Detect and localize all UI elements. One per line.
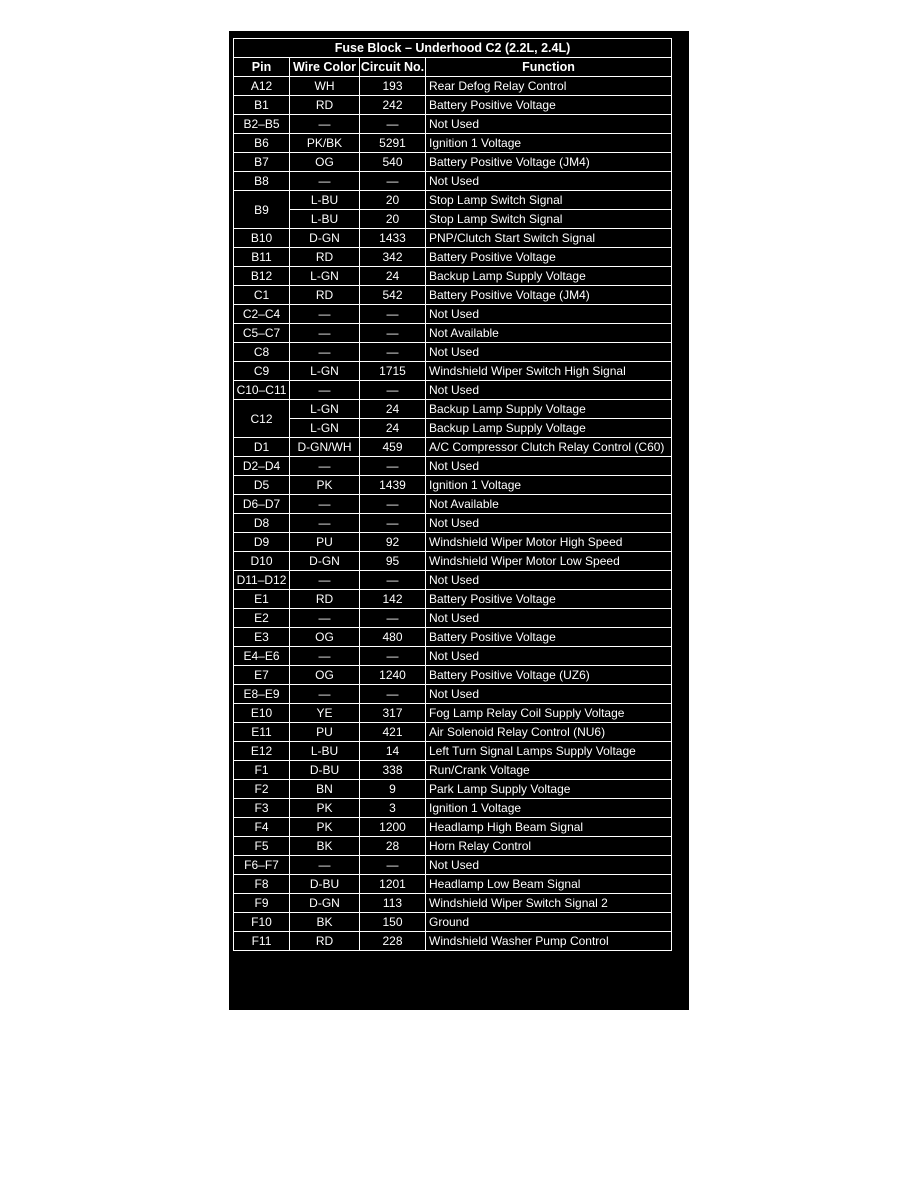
wire-color-cell: L-GN <box>290 400 360 419</box>
pin-cell: F2 <box>234 780 290 799</box>
wire-color-cell: L-BU <box>290 210 360 229</box>
table-row <box>234 153 672 172</box>
pin-cell: C10–C11 <box>234 381 290 400</box>
wire-color-cell: RD <box>290 590 360 609</box>
circuit-number-cell: 113 <box>360 894 426 913</box>
pin-cell: F10 <box>234 913 290 932</box>
pin-cell: F5 <box>234 837 290 856</box>
circuit-number-cell: — <box>360 685 426 704</box>
circuit-number-cell: 242 <box>360 96 426 115</box>
circuit-number-cell: 14 <box>360 742 426 761</box>
pin-cell: C5–C7 <box>234 324 290 343</box>
wire-color-cell: — <box>290 305 360 324</box>
table-row <box>234 932 672 951</box>
table-row <box>234 191 672 210</box>
circuit-number-cell: 338 <box>360 761 426 780</box>
table-row <box>234 457 672 476</box>
table-row <box>234 685 672 704</box>
table-row <box>234 96 672 115</box>
pin-cell: B7 <box>234 153 290 172</box>
circuit-number-cell: 142 <box>360 590 426 609</box>
pin-cell: E7 <box>234 666 290 685</box>
wire-color-cell: — <box>290 514 360 533</box>
wire-color-cell: OG <box>290 666 360 685</box>
function-cell: Headlamp Low Beam Signal <box>426 875 672 894</box>
circuit-number-cell: — <box>360 514 426 533</box>
wire-color-cell: — <box>290 685 360 704</box>
pin-cell: E12 <box>234 742 290 761</box>
wire-color-cell: OG <box>290 628 360 647</box>
wire-color-cell: PK/BK <box>290 134 360 153</box>
function-cell: Windshield Washer Pump Control <box>426 932 672 951</box>
table-row <box>234 799 672 818</box>
pin-cell: D5 <box>234 476 290 495</box>
pin-cell: F3 <box>234 799 290 818</box>
pin-cell: D10 <box>234 552 290 571</box>
table-row <box>234 609 672 628</box>
circuit-number-cell: 20 <box>360 210 426 229</box>
circuit-number-cell: — <box>360 647 426 666</box>
table-body <box>234 77 672 951</box>
function-cell: Ignition 1 Voltage <box>426 134 672 153</box>
function-cell: Fog Lamp Relay Coil Supply Voltage <box>426 704 672 723</box>
wire-color-cell: L-GN <box>290 419 360 438</box>
wire-color-cell: PK <box>290 799 360 818</box>
pin-cell: F8 <box>234 875 290 894</box>
header-row <box>234 58 672 77</box>
pin-cell: E1 <box>234 590 290 609</box>
pin-cell: F4 <box>234 818 290 837</box>
pin-cell: B10 <box>234 229 290 248</box>
circuit-number-cell: — <box>360 571 426 590</box>
pin-cell: F9 <box>234 894 290 913</box>
wire-color-cell: PU <box>290 533 360 552</box>
pin-cell: B8 <box>234 172 290 191</box>
function-cell: Battery Positive Voltage <box>426 248 672 267</box>
pin-cell: D1 <box>234 438 290 457</box>
table-row <box>234 248 672 267</box>
pin-cell: E4–E6 <box>234 647 290 666</box>
pin-cell: D9 <box>234 533 290 552</box>
circuit-number-cell: 5291 <box>360 134 426 153</box>
function-cell: PNP/Clutch Start Switch Signal <box>426 229 672 248</box>
table-row <box>234 229 672 248</box>
pin-cell: D11–D12 <box>234 571 290 590</box>
table-row <box>234 628 672 647</box>
pin-cell: C1 <box>234 286 290 305</box>
wire-color-cell: PK <box>290 818 360 837</box>
pin-cell: B9 <box>234 191 290 229</box>
pin-cell: A12 <box>234 77 290 96</box>
wire-color-cell: D-GN <box>290 552 360 571</box>
wire-color-cell: BK <box>290 837 360 856</box>
function-cell: Windshield Wiper Switch High Signal <box>426 362 672 381</box>
pin-cell: B12 <box>234 267 290 286</box>
function-cell: Not Used <box>426 172 672 191</box>
function-cell: Not Used <box>426 609 672 628</box>
table-row <box>234 286 672 305</box>
table-row <box>234 875 672 894</box>
table-row <box>234 647 672 666</box>
wire-color-cell: — <box>290 115 360 134</box>
circuit-number-cell: — <box>360 115 426 134</box>
table-row <box>234 438 672 457</box>
circuit-number-cell: 95 <box>360 552 426 571</box>
function-cell: Backup Lamp Supply Voltage <box>426 400 672 419</box>
function-cell: Battery Positive Voltage (UZ6) <box>426 666 672 685</box>
circuit-number-cell: — <box>360 343 426 362</box>
table-row <box>234 913 672 932</box>
function-cell: Windshield Wiper Motor Low Speed <box>426 552 672 571</box>
wire-color-cell: — <box>290 457 360 476</box>
circuit-number-cell: 1240 <box>360 666 426 685</box>
pin-cell: F11 <box>234 932 290 951</box>
table-row <box>234 134 672 153</box>
wire-color-cell: RD <box>290 286 360 305</box>
wire-color-cell: L-BU <box>290 742 360 761</box>
circuit-number-cell: — <box>360 495 426 514</box>
table-row <box>234 305 672 324</box>
table-row <box>234 780 672 799</box>
circuit-number-cell: 480 <box>360 628 426 647</box>
table-row <box>234 343 672 362</box>
wire-color-cell: — <box>290 172 360 191</box>
circuit-number-cell: 1200 <box>360 818 426 837</box>
wire-color-cell: — <box>290 343 360 362</box>
function-cell: Rear Defog Relay Control <box>426 77 672 96</box>
circuit-number-cell: 3 <box>360 799 426 818</box>
wire-color-cell: RD <box>290 96 360 115</box>
pin-cell: B1 <box>234 96 290 115</box>
function-cell: Battery Positive Voltage <box>426 96 672 115</box>
circuit-number-cell: 24 <box>360 267 426 286</box>
wire-color-cell: D-GN/WH <box>290 438 360 457</box>
circuit-number-cell: — <box>360 609 426 628</box>
table-row <box>234 400 672 419</box>
table-row <box>234 77 672 96</box>
wire-color-cell: — <box>290 495 360 514</box>
function-cell: Stop Lamp Switch Signal <box>426 210 672 229</box>
wire-color-cell: WH <box>290 77 360 96</box>
function-cell: Not Available <box>426 495 672 514</box>
fuse-block-table <box>233 38 672 951</box>
pin-cell: D8 <box>234 514 290 533</box>
pin-cell: B2–B5 <box>234 115 290 134</box>
wire-color-cell: OG <box>290 153 360 172</box>
function-cell: Not Available <box>426 324 672 343</box>
circuit-number-cell: — <box>360 856 426 875</box>
table-row <box>234 742 672 761</box>
table-row <box>234 476 672 495</box>
wire-color-cell: YE <box>290 704 360 723</box>
table-row <box>234 172 672 191</box>
table-row <box>234 514 672 533</box>
function-cell: Battery Positive Voltage (JM4) <box>426 153 672 172</box>
circuit-number-cell: 317 <box>360 704 426 723</box>
pin-cell: B11 <box>234 248 290 267</box>
circuit-number-cell: 92 <box>360 533 426 552</box>
function-cell: Headlamp High Beam Signal <box>426 818 672 837</box>
table-row <box>234 590 672 609</box>
table-row <box>234 115 672 134</box>
pin-cell: C9 <box>234 362 290 381</box>
function-cell: Run/Crank Voltage <box>426 761 672 780</box>
table-row <box>234 666 672 685</box>
wire-color-cell: L-GN <box>290 267 360 286</box>
circuit-number-cell: — <box>360 324 426 343</box>
wire-color-cell: BN <box>290 780 360 799</box>
circuit-number-cell: 28 <box>360 837 426 856</box>
function-cell: Battery Positive Voltage (JM4) <box>426 286 672 305</box>
function-cell: Park Lamp Supply Voltage <box>426 780 672 799</box>
function-cell: Ground <box>426 913 672 932</box>
wire-color-cell: PK <box>290 476 360 495</box>
table-row <box>234 704 672 723</box>
function-cell: Ignition 1 Voltage <box>426 476 672 495</box>
function-cell: Not Used <box>426 115 672 134</box>
pin-cell: C12 <box>234 400 290 438</box>
circuit-number-cell: — <box>360 457 426 476</box>
table-row <box>234 533 672 552</box>
wire-color-cell: — <box>290 609 360 628</box>
pin-cell: C2–C4 <box>234 305 290 324</box>
wire-color-cell: — <box>290 571 360 590</box>
function-cell: Air Solenoid Relay Control (NU6) <box>426 723 672 742</box>
circuit-number-cell: 459 <box>360 438 426 457</box>
circuit-number-cell: 1433 <box>360 229 426 248</box>
circuit-number-cell: 9 <box>360 780 426 799</box>
wire-color-cell: D-GN <box>290 894 360 913</box>
pin-cell: E11 <box>234 723 290 742</box>
table-row <box>234 552 672 571</box>
wire-color-cell: — <box>290 324 360 343</box>
function-cell: Windshield Wiper Switch Signal 2 <box>426 894 672 913</box>
pin-cell: D6–D7 <box>234 495 290 514</box>
circuit-number-cell: 24 <box>360 400 426 419</box>
function-cell: Backup Lamp Supply Voltage <box>426 267 672 286</box>
function-cell: Ignition 1 Voltage <box>426 799 672 818</box>
function-cell: Windshield Wiper Motor High Speed <box>426 533 672 552</box>
table-row <box>234 419 672 438</box>
table-row <box>234 894 672 913</box>
table-row <box>234 324 672 343</box>
column-header-function: Function <box>426 58 672 77</box>
pin-cell: B6 <box>234 134 290 153</box>
table-row <box>234 267 672 286</box>
wire-color-cell: L-GN <box>290 362 360 381</box>
function-cell: Not Used <box>426 381 672 400</box>
function-cell: Battery Positive Voltage <box>426 628 672 647</box>
wire-color-cell: D-GN <box>290 229 360 248</box>
function-cell: Not Used <box>426 343 672 362</box>
table-title: Fuse Block – Underhood C2 (2.2L, 2.4L) <box>234 39 672 58</box>
function-cell: Horn Relay Control <box>426 837 672 856</box>
function-cell: Battery Positive Voltage <box>426 590 672 609</box>
circuit-number-cell: 193 <box>360 77 426 96</box>
pin-cell: C8 <box>234 343 290 362</box>
pin-cell: E8–E9 <box>234 685 290 704</box>
wire-color-cell: D-BU <box>290 875 360 894</box>
circuit-number-cell: 228 <box>360 932 426 951</box>
table-row <box>234 856 672 875</box>
column-header-pin: Pin <box>234 58 290 77</box>
pin-cell: E10 <box>234 704 290 723</box>
table-row <box>234 723 672 742</box>
table-row <box>234 210 672 229</box>
circuit-number-cell: — <box>360 381 426 400</box>
function-cell: Not Used <box>426 647 672 666</box>
column-header-wire-color: Wire Color <box>290 58 360 77</box>
circuit-number-cell: — <box>360 172 426 191</box>
circuit-number-cell: 542 <box>360 286 426 305</box>
circuit-number-cell: 342 <box>360 248 426 267</box>
table-row <box>234 818 672 837</box>
circuit-number-cell: 24 <box>360 419 426 438</box>
pin-cell: D2–D4 <box>234 457 290 476</box>
pin-cell: E3 <box>234 628 290 647</box>
pin-cell: E2 <box>234 609 290 628</box>
table-row <box>234 381 672 400</box>
function-cell: Not Used <box>426 305 672 324</box>
circuit-number-cell: 421 <box>360 723 426 742</box>
wire-color-cell: — <box>290 381 360 400</box>
function-cell: Not Used <box>426 514 672 533</box>
function-cell: Not Used <box>426 571 672 590</box>
table-row <box>234 495 672 514</box>
function-cell: Not Used <box>426 856 672 875</box>
wire-color-cell: — <box>290 856 360 875</box>
wire-color-cell: — <box>290 647 360 666</box>
pin-cell: F6–F7 <box>234 856 290 875</box>
table-row <box>234 571 672 590</box>
column-header-circuit-no: Circuit No. <box>360 58 426 77</box>
circuit-number-cell: 540 <box>360 153 426 172</box>
connector-end-view-table <box>229 31 689 1010</box>
circuit-number-cell: 1715 <box>360 362 426 381</box>
wire-color-cell: PU <box>290 723 360 742</box>
wire-color-cell: D-BU <box>290 761 360 780</box>
circuit-number-cell: 20 <box>360 191 426 210</box>
pin-cell: F1 <box>234 761 290 780</box>
wire-color-cell: BK <box>290 913 360 932</box>
table-row <box>234 761 672 780</box>
function-cell: Left Turn Signal Lamps Supply Voltage <box>426 742 672 761</box>
circuit-number-cell: — <box>360 305 426 324</box>
function-cell: A/C Compressor Clutch Relay Control (C60) <box>426 438 672 457</box>
circuit-number-cell: 150 <box>360 913 426 932</box>
circuit-number-cell: 1439 <box>360 476 426 495</box>
wire-color-cell: RD <box>290 932 360 951</box>
function-cell: Stop Lamp Switch Signal <box>426 191 672 210</box>
function-cell: Backup Lamp Supply Voltage <box>426 419 672 438</box>
circuit-number-cell: 1201 <box>360 875 426 894</box>
table-row <box>234 362 672 381</box>
function-cell: Not Used <box>426 685 672 704</box>
wire-color-cell: RD <box>290 248 360 267</box>
table-row <box>234 837 672 856</box>
function-cell: Not Used <box>426 457 672 476</box>
wire-color-cell: L-BU <box>290 191 360 210</box>
title-row <box>234 39 672 58</box>
